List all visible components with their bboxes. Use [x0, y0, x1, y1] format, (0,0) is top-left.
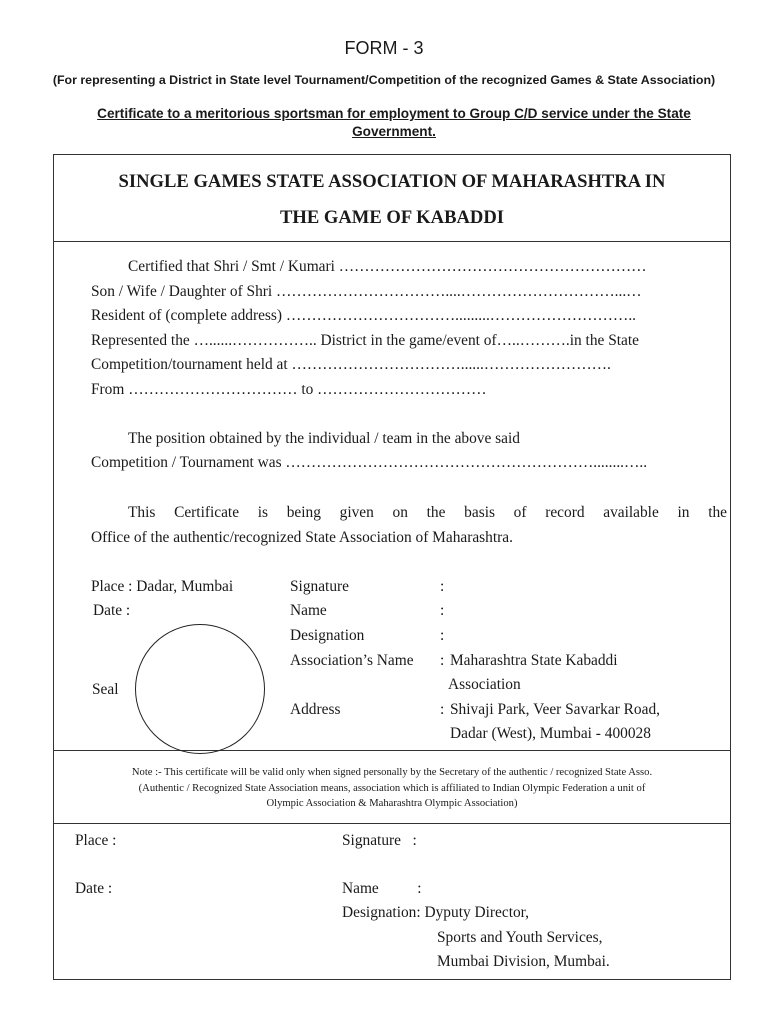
certified-name-line: Certified that Shri / Smt / Kumari ……………………………………………………	[128, 258, 647, 275]
address-label: Address	[290, 701, 341, 718]
divider	[53, 750, 731, 751]
validity-note	[60, 765, 724, 812]
address-value: Shivaji Park, Veer Savarkar Road,	[450, 701, 661, 718]
relation-line: Son / Wife / Daughter of Shri ……………………………....…………………………...…	[91, 283, 642, 300]
certificate-heading-line: Government.	[352, 124, 436, 139]
association-value: Association	[448, 676, 521, 693]
basis-line: This Certificate is being given on the basis of record available in the	[128, 504, 727, 521]
seal-label: Seal	[92, 681, 119, 698]
designation-colon: :	[440, 627, 445, 644]
note-line: (Authentic / Recognized State Association means, association which is affiliated to Indian Olympic Federation a unit of	[138, 782, 646, 794]
position-line: The position obtained by the individual / team in the above said	[128, 430, 520, 447]
association-title	[53, 164, 731, 236]
association-title-line: SINGLE GAMES STATE ASSOCIATION OF MAHARASHTRA IN	[118, 171, 666, 192]
association-colon: :	[440, 652, 445, 669]
footer-designation: Designation: Dyputy Director,	[342, 904, 530, 921]
footer-place-label: Place :	[75, 832, 117, 849]
certificate-heading-line: Certificate to a meritorious sportsman for employment to Group C/D service under the State	[97, 106, 691, 121]
basis-line: Office of the authentic/recognized State Association of Maharashtra.	[91, 529, 513, 546]
date-label: Date :	[93, 602, 131, 619]
note-line: Note :- This certificate will be valid only when signed personally by the Secretary of the authentic / recognized State Asso.	[131, 767, 653, 778]
certificate-frame	[53, 154, 731, 980]
represented-line: Represented the …......…………….. District in the game/event of…..……….in the State	[91, 332, 639, 349]
footer-designation: Sports and Youth Services,	[437, 929, 603, 946]
address-value: Dadar (West), Mumbai - 400028	[450, 725, 651, 742]
divider	[53, 823, 731, 824]
form-title: FORM - 3	[344, 38, 424, 58]
association-title-line: THE GAME OF KABADDI	[280, 207, 504, 228]
designation-label: Designation	[290, 627, 365, 644]
divider	[53, 241, 731, 242]
name-label: Name	[290, 602, 327, 619]
competition-line: Competition/tournament held at ……………………………......…………………….	[91, 356, 611, 373]
place-text: Place : Dadar, Mumbai	[91, 578, 234, 595]
address-line: Resident of (complete address) …………………………….........………………………..	[91, 307, 637, 324]
footer-date-label: Date :	[75, 880, 113, 897]
footer-signature-label: Signature :	[342, 832, 417, 849]
association-label: Association’s Name	[290, 652, 414, 669]
signature-label: Signature	[290, 578, 349, 595]
name-colon: :	[440, 602, 445, 619]
footer-designation: Mumbai Division, Mumbai.	[437, 953, 610, 970]
position-result-line: Competition / Tournament was ……………………………………………………........…..	[91, 454, 648, 471]
certificate-heading	[60, 105, 728, 141]
date-range-line: From …………………………… to ……………………………	[91, 381, 487, 398]
signature-colon: :	[440, 578, 445, 595]
form-subtitle: (For representing a District in State level Tournament/Competition of the recognized Games & State Association)	[52, 73, 716, 87]
association-value: Maharashtra State Kabaddi	[450, 652, 618, 669]
note-line: Olympic Association & Maharashtra Olympic Association)	[266, 798, 518, 809]
address-colon: :	[440, 701, 445, 718]
footer-name-label: Name :	[342, 880, 422, 897]
seal-circle	[135, 624, 265, 754]
